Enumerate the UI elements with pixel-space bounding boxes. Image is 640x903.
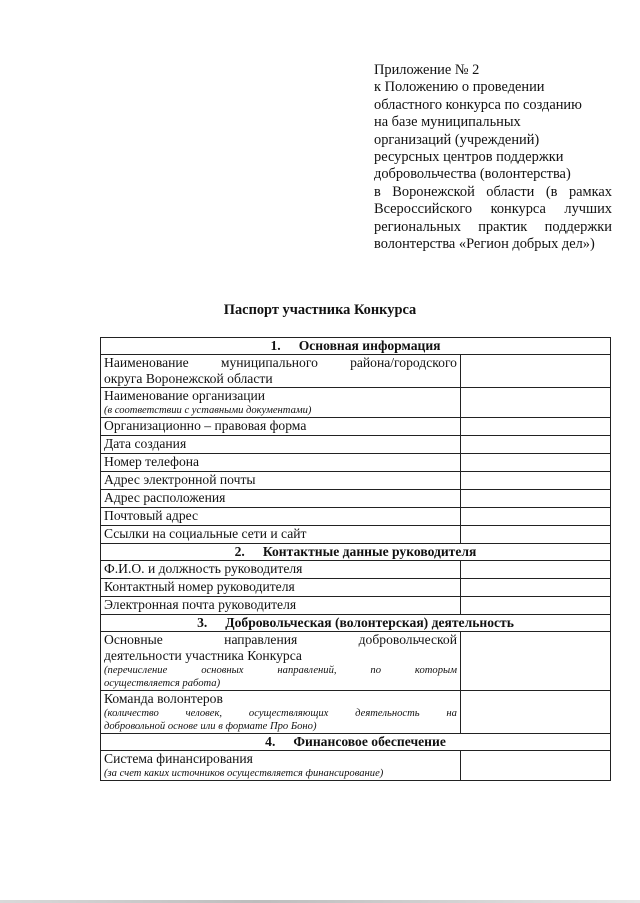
table-row xyxy=(101,388,611,418)
row-note: (за счет каких источников осуществляется финансирование) xyxy=(104,768,384,779)
table-row xyxy=(101,561,611,579)
row-label: Ф.И.О. и должность руководителя xyxy=(101,561,461,579)
value-cell[interactable] xyxy=(461,436,611,454)
section-header xyxy=(101,544,611,561)
value-cell[interactable] xyxy=(461,454,611,472)
row-label xyxy=(101,355,461,388)
section-number: 2. xyxy=(234,544,245,559)
row-label xyxy=(101,691,461,734)
appendix-line: к Положению о проведении xyxy=(374,79,545,96)
section-header xyxy=(101,338,611,355)
row-label-line: Основные направления добровольческой xyxy=(104,632,457,647)
section-title: Основная информация xyxy=(298,338,441,353)
row-label xyxy=(101,632,461,691)
table-row xyxy=(101,691,611,734)
row-label: Почтовый адрес xyxy=(101,508,461,526)
appendix-line: региональных практик поддержки xyxy=(374,218,612,235)
row-label-line: деятельности участника Конкурса xyxy=(104,648,302,663)
value-cell[interactable] xyxy=(461,388,611,418)
value-cell[interactable] xyxy=(461,472,611,490)
appendix-line: областного конкурса по созданию xyxy=(374,96,582,113)
row-label xyxy=(101,751,461,781)
document-title: Паспорт участника Конкурса xyxy=(223,302,417,318)
table-row xyxy=(101,355,611,388)
value-cell[interactable] xyxy=(461,751,611,781)
table-row xyxy=(101,454,611,472)
value-cell[interactable] xyxy=(461,508,611,526)
row-label-text: Система финансирования xyxy=(104,751,253,766)
row-label: Адрес расположения xyxy=(101,490,461,508)
row-note: (в соответствии с уставными документами) xyxy=(104,405,312,416)
row-label: Контактный номер руководителя xyxy=(101,579,461,597)
value-cell[interactable] xyxy=(461,490,611,508)
row-label: Адрес электронной почты xyxy=(101,472,461,490)
appendix-line: организаций (учреждений) xyxy=(374,131,540,148)
table-row xyxy=(101,597,611,615)
table-row xyxy=(101,751,611,781)
row-label-line: Наименование муниципального района/городского xyxy=(104,355,457,370)
section-number: 3. xyxy=(197,615,208,630)
appendix-line: Приложение № 2 xyxy=(374,62,480,78)
table-row xyxy=(101,632,611,691)
section-title: Контактные данные руководителя xyxy=(262,544,477,559)
table-row xyxy=(101,418,611,436)
value-cell[interactable] xyxy=(461,355,611,388)
section-number: 4. xyxy=(265,734,276,749)
appendix-line: волонтерства «Регион добрых дел») xyxy=(374,236,595,253)
value-cell[interactable] xyxy=(461,418,611,436)
appendix-line: в Воронежской области (в рамках xyxy=(374,183,612,200)
row-label: Номер телефона xyxy=(101,454,461,472)
row-note: (перечисление основных направлений, по которым xyxy=(104,665,457,676)
appendix-line: добровольчества (волонтерства) xyxy=(374,166,571,183)
appendix-line: Всероссийского конкурса лучших xyxy=(374,201,612,218)
value-cell[interactable] xyxy=(461,597,611,615)
appendix-header xyxy=(374,62,612,253)
appendix-line: ресурсных центров поддержки xyxy=(374,149,564,166)
row-label-text: Команда волонтеров xyxy=(104,691,223,706)
value-cell[interactable] xyxy=(461,526,611,544)
table-row xyxy=(101,436,611,454)
section-header xyxy=(101,734,611,751)
row-label xyxy=(101,388,461,418)
row-label-text: Наименование организации xyxy=(104,388,266,403)
section-header xyxy=(101,615,611,632)
table-row xyxy=(101,472,611,490)
row-note: добровольной основе или в формате Про Боно) xyxy=(104,721,317,732)
table-row xyxy=(101,526,611,544)
table-row xyxy=(101,508,611,526)
value-cell[interactable] xyxy=(461,632,611,691)
row-label: Организационно – правовая форма xyxy=(101,418,461,436)
section-title: Добровольческая (волонтерская) деятельность xyxy=(225,615,514,630)
row-label: Дата создания xyxy=(101,436,461,454)
row-note: (количество человек, осуществляющих деятельность на xyxy=(104,708,457,719)
value-cell[interactable] xyxy=(461,579,611,597)
section-number: 1. xyxy=(270,338,281,353)
value-cell[interactable] xyxy=(461,691,611,734)
row-label: Ссылки на социальные сети и сайт xyxy=(101,526,461,544)
row-note: осуществляется работа) xyxy=(104,678,221,689)
table-row xyxy=(101,579,611,597)
row-label: Электронная почта руководителя xyxy=(101,597,461,615)
value-cell[interactable] xyxy=(461,561,611,579)
table-row xyxy=(101,490,611,508)
section-title: Финансовое обеспечение xyxy=(293,734,446,749)
passport-table xyxy=(100,337,611,781)
appendix-line: на базе муниципальных xyxy=(374,114,521,131)
row-label-line: округа Воронежской области xyxy=(104,371,273,386)
